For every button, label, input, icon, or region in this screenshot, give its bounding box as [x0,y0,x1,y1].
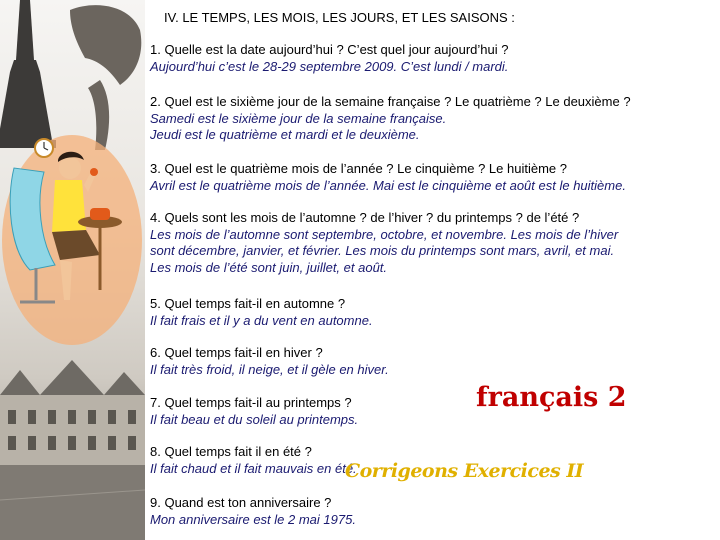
answer-text: Il fait beau et du soleil au printemps. [150,411,359,427]
eiffel-tower-image [0,0,56,148]
answer-text: Les mois de l’automne sont septembre, octobre, et novembre. Les mois de l’hiver [150,226,619,242]
question-text: 5. Quel temps fait-il en automne ? [150,296,346,311]
answer-text: Les mois de l’été sont juin, juillet, et août. [150,259,388,275]
answer-text: Jeudi est le quatrième et mardi et le deuxième. [150,127,420,142]
chateau-photo [0,360,145,540]
answer-text: Aujourd’hui c’est le 28-29 septembre 2009. C’est lundi / mardi. [150,58,509,74]
question-3 [150,161,626,194]
question-text: 1. Quelle est la date aujourd’hui ? C’est quel jour aujourd’hui ? [150,42,509,57]
question-1 [150,42,508,75]
question-text: 3. Quel est le quatrième mois de l’année ? Le cinquième ? Le huitième ? [150,161,567,176]
phone-icon [90,208,110,220]
answer-text: Mon anniversaire est le 2 mai 1975. [150,511,356,527]
section-heading: IV. LE TEMPS, LES MOIS, LES JOURS, ET LES SAISONS : [164,10,515,25]
question-6 [150,345,389,378]
question-text: 6. Quel temps fait-il en hiver ? [150,345,323,360]
question-text: 9. Quand est ton anniversaire ? [150,495,332,510]
exercise-content [150,0,720,540]
answer-text: Avril est le quatrième mois de l’année. Mai est le cinquième et août est le huitième. [150,177,626,193]
question-5 [150,296,373,329]
statue-image [70,5,141,150]
answer-text: sont décembre, janvier, et février. Les mois du printemps sont mars, avril, et mai. [150,243,615,258]
question-9 [150,495,356,528]
question-4 [150,210,618,276]
question-7 [150,395,358,428]
answer-text: Il fait très froid, il neige, et il gèle en hiver. [150,361,389,377]
course-title: français 2 [476,382,627,413]
question-text: 7. Quel temps fait-il au printemps ? [150,395,352,410]
question-text: 2. Quel est le sixième jour de la semaine française ? Le quatrième ? Le deuxième ? [150,94,631,109]
question-text: 8. Quel temps fait il en été ? [150,444,312,459]
clock-icon [35,139,53,157]
decorative-photo-collage [0,0,145,540]
answer-text: Il fait chaud et il fait mauvais en été. [150,460,357,476]
question-text: 4. Quels sont les mois de l’automne ? de l’hiver ? du printemps ? de l’été ? [150,210,580,225]
question-2 [150,94,631,144]
collage-art [0,0,145,540]
answer-text: Samedi est le sixième jour de la semaine française. [150,110,447,126]
lesson-subtitle: Corrigeons Exercices II [345,460,584,482]
answer-text: Il fait frais et il y a du vent en automne. [150,312,373,328]
question-8 [150,444,357,477]
